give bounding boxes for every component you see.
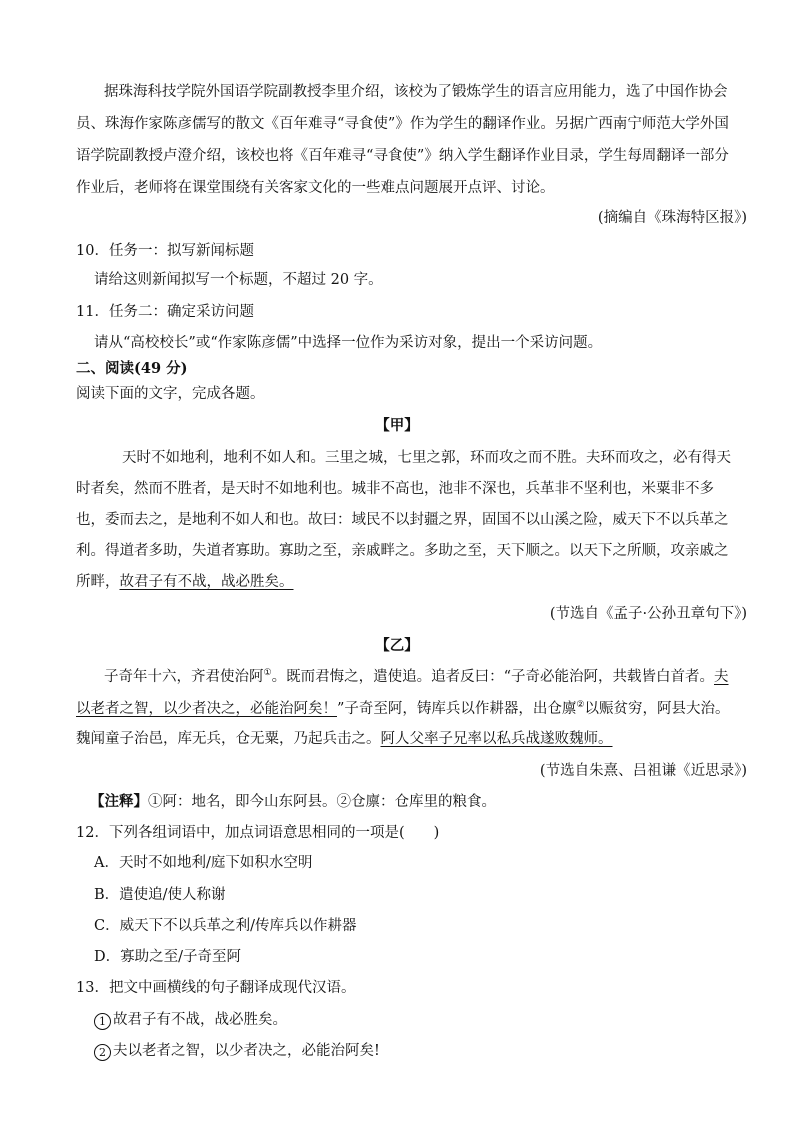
- section-instruction: 阅读下面的文字，完成各题。: [76, 386, 265, 402]
- news-paragraph-line: 语学院副教授卢澄介绍，该校也将《百年难寻“寻食使”》纳入学生翻译作业目录，学生每周翻译一部分: [76, 148, 729, 164]
- note-1-marker: ①: [148, 794, 163, 810]
- note-1-text: 阿：地名，即今山东阿县。: [162, 794, 337, 810]
- passage-yi-text: 以赈贫穷，阿县大治。: [584, 701, 730, 717]
- notes-label: 【注释】: [90, 793, 148, 810]
- sentence-2-text: 夫以老者之智，以少者决之，必能治阿矣!: [113, 1043, 380, 1059]
- underlined-sentence-2-start: 夫: [714, 669, 729, 685]
- section-heading: 二、阅读(49 分): [76, 360, 188, 377]
- underlined-sentence-3: 阿人父率子兄率以私兵战遂败魏师。: [380, 731, 613, 747]
- question-12-option-b[interactable]: B．遣使追/使人称谢: [94, 887, 226, 903]
- passage-yi-text: 魏闻童子治邑，库无兵，仓无粟，乃起兵击之。: [76, 731, 381, 747]
- underlined-sentence-1: 故君子有不战，战必胜矣。: [119, 574, 294, 590]
- passage-jia-line: 天时不如地利，地利不如人和。三里之城，七里之郭，环而攻之而不胜。夫环而攻之，必有得天: [122, 450, 731, 466]
- underlined-sentence-2: 以老者之智，以少者决之，必能治阿矣！: [76, 701, 337, 717]
- passage-yi-line: [104, 665, 729, 686]
- question-11-body: 请从“高校校长”或“作家陈彦儒”中选择一位作为采访对象，提出一个采访问题。: [94, 335, 603, 351]
- question-13-title: 13．把文中画横线的句子翻译成现代汉语。: [76, 980, 356, 996]
- passage-jia-text: 所畔，: [76, 574, 120, 590]
- question-11-title: 11．任务二：确定采访问题: [76, 304, 254, 320]
- passage-yi-label: 【乙】: [375, 637, 419, 654]
- note-2-text: 仓廪：仓库里的粮食。: [351, 794, 496, 810]
- sentence-1-text: 故君子有不战，战必胜矣。: [113, 1012, 287, 1028]
- question-13-sentence-2: [94, 1039, 380, 1061]
- passage-yi-text: ”子奇至阿，铸库兵以作耕器，出仓廪: [337, 701, 577, 717]
- passage-yi-line: [76, 697, 730, 718]
- question-10-title: 10．任务一：拟写新闻标题: [76, 243, 254, 259]
- passage-yi-line: [76, 727, 613, 748]
- passage-jia-line: 时者矣，然而不胜者，是天时不如地利也。城非不高也，池非不深也，兵革非不坚利也，米粟非不多: [76, 481, 714, 497]
- question-12-option-c[interactable]: C．威天下不以兵革之利/传库兵以作耕器: [94, 918, 357, 934]
- note-1-marker: ①: [263, 668, 272, 679]
- passage-jia-line: 利。得道者多助，失道者寡助。寡助之至，亲戚畔之。多助之至，天下顺之。以天下之所顺，攻亲戚之: [76, 543, 729, 559]
- notes-line: [90, 790, 496, 811]
- passage-jia-label: 【甲】: [375, 417, 419, 434]
- passage-jia-line: 也，委而去之，是地利不如人和也。故曰：域民不以封疆之界，固国不以山溪之险，威天下不以兵革之: [76, 512, 729, 528]
- news-source: (摘编自《珠海特区报》): [597, 210, 747, 226]
- passage-jia-source: (节选自《孟子·公孙丑章句下》): [549, 606, 747, 622]
- question-12-title: 12．下列各组词语中，加点词语意思相同的一项是( ): [76, 825, 440, 841]
- circled-number-2-icon: 2: [94, 1044, 111, 1061]
- question-13-sentence-1: [94, 1008, 287, 1030]
- circled-number-1-icon: 1: [94, 1013, 111, 1030]
- question-12-option-d[interactable]: D．寡助之至/子奇至阿: [94, 949, 242, 965]
- news-paragraph-line: 员、珠海作家陈彦儒写的散文《百年难寻“寻食使”》作为学生的翻译作业。另据广西南宁师范大学外国: [76, 116, 729, 132]
- news-paragraph-line: 据珠海科技学院外国语学院副教授李里介绍，该校为了锻炼学生的语言应用能力，选了中国作协会: [104, 84, 728, 100]
- passage-yi-source: (节选自朱熹、吕祖谦《近思录》): [539, 763, 747, 779]
- news-paragraph-line: 作业后，老师将在课堂围绕有关客家文化的一些难点问题展开点评、讨论。: [76, 180, 555, 196]
- note-2-marker: ②: [336, 794, 351, 810]
- note-2-marker: ②: [576, 700, 585, 711]
- question-12-option-a[interactable]: A．天时不如地利/庭下如积水空明: [94, 855, 313, 871]
- question-10-body: 请给这则新闻拟写一个标题，不超过 20 字。: [94, 272, 383, 288]
- passage-yi-text: 子奇年十六，齐君使治阿: [104, 669, 264, 685]
- passage-jia-line: [76, 570, 294, 591]
- passage-yi-text: 。既而君悔之，遣使追。追者反曰：“子奇必能治阿，共载皆白首者。: [271, 669, 714, 685]
